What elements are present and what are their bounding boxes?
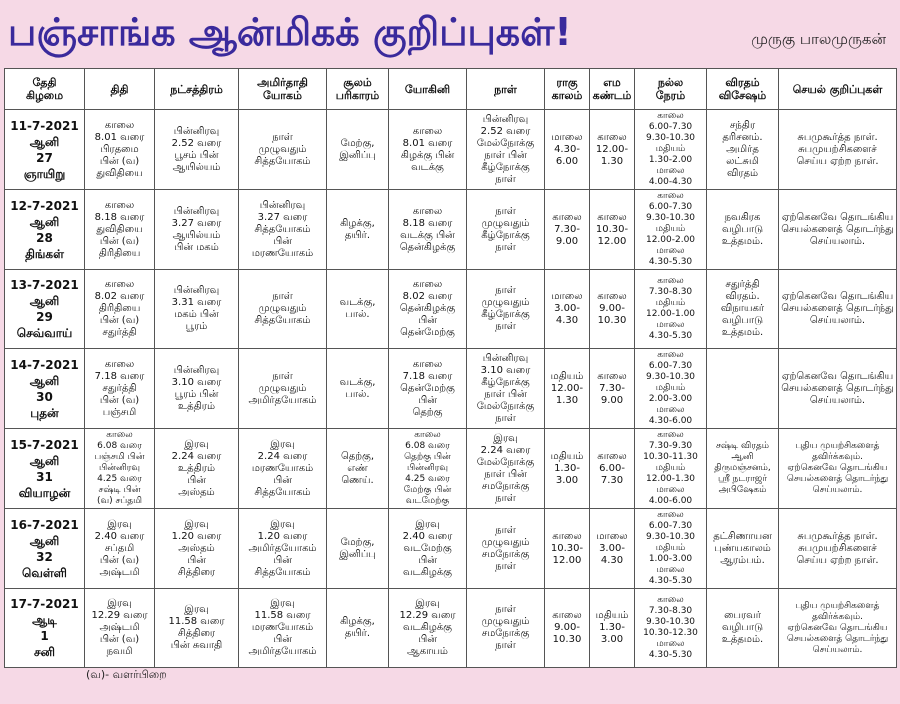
column-header-thithi: திதி — [85, 69, 155, 110]
date-cell: 17-7-2021 ஆடி 1 சனி — [5, 589, 85, 668]
ema-cell: காலை 12.00- 1.30 — [590, 110, 635, 190]
date-cell: 13-7-2021 ஆனி 29 செவ்வாய் — [5, 270, 85, 349]
naal-cell: நாள் முழுவதும் சமநோக்கு நாள் — [467, 589, 545, 668]
panchangam-table-container — [4, 68, 896, 660]
nalla-neram-cell: காலை 7.30-9.30 10.30-11.30 மதியம் 12.00-1.30 மாலை 4.00-6.00 — [635, 429, 707, 509]
yogam-cell: நாள் முழுவதும் சித்தயோகம் — [239, 110, 327, 190]
naal-cell: நாள் முழுவதும் கீழ்நோக்கு நாள் — [467, 270, 545, 349]
author-name: முருகு பாலமுருகன் — [751, 30, 886, 48]
seyal-cell: சுபமுகூர்த்த நாள். சுபமுயற்சிகளைச் செய்ய ஏற்ற நாள். — [779, 110, 897, 190]
nakshatra-cell: பின்னிரவு 3.27 வரை ஆயில்யம் பின் மகம் — [155, 190, 239, 270]
yogam-cell: நாள் முழுவதும் சித்தயோகம் — [239, 270, 327, 349]
seyal-cell: ஏற்கெனவே தொடங்கிய செயல்களைத் தொடர்ந்து செய்யலாம். — [779, 190, 897, 270]
seyal-cell: புதிய முயற்சிகளைத் தவிர்க்கவும். ஏற்கெனவே தொடங்கிய செயல்களைத் தொடர்ந்து செய்யலாம். — [779, 589, 897, 668]
column-header-rahu-kalam: ராகு காலம் — [545, 69, 590, 110]
table-row — [5, 349, 897, 429]
column-header-yogini: யோகினி — [389, 69, 467, 110]
nalla-neram-cell: காலை 7.30-8.30 9.30-10.30 10.30-12.30 மாலை 4.30-5.30 — [635, 589, 707, 668]
viratham-cell: பைரவர் வழிபாடு உத்தமம். — [707, 589, 779, 668]
thithi-cell: காலை 7.18 வரை சதுர்த்தி பின் (வ) பஞ்சமி — [85, 349, 155, 429]
soolam-cell: மேற்கு, இனிப்பு — [327, 110, 389, 190]
soolam-cell: கிழக்கு, தயிர். — [327, 589, 389, 668]
table-row — [5, 589, 897, 668]
rahu-cell: மாலை 3.00- 4.30 — [545, 270, 590, 349]
table-row — [5, 270, 897, 349]
column-header-viratham: விரதம் விசேஷம் — [707, 69, 779, 110]
nakshatra-cell: இரவு 11.58 வரை சித்திரை பின் சுவாதி — [155, 589, 239, 668]
table-row — [5, 110, 897, 190]
viratham-cell: நவகிரக வழிபாடு உத்தமம். — [707, 190, 779, 270]
ema-cell: காலை 10.30- 12.00 — [590, 190, 635, 270]
rahu-cell: மதியம் 12.00- 1.30 — [545, 349, 590, 429]
date-cell: 14-7-2021 ஆனி 30 புதன் — [5, 349, 85, 429]
thithi-cell: இரவு 2.40 வரை சப்தமி பின் (வ) அஷ்டமி — [85, 509, 155, 589]
table-header-row — [5, 69, 897, 110]
naal-cell: நாள் முழுவதும் சமநோக்கு நாள் — [467, 509, 545, 589]
viratham-cell: சஷ்டி விரதம் ஆனி திருமஞ்சனம், ஸ்ரீ நடராஜர் அபிஷேகம் — [707, 429, 779, 509]
nalla-neram-cell: காலை 7.30-8.30 மதியம் 12.00-1.00 மாலை 4.30-5.30 — [635, 270, 707, 349]
viratham-cell — [707, 349, 779, 429]
date-cell: 15-7-2021 ஆனி 31 வியாழன் — [5, 429, 85, 509]
column-header-date: தேதி கிழமை — [5, 69, 85, 110]
soolam-cell: தெற்கு, எண் ணெய். — [327, 429, 389, 509]
date-cell: 16-7-2021 ஆனி 32 வெள்ளி — [5, 509, 85, 589]
viratham-cell: தட்சிணாயன புண்யகாலம் ஆரம்பம். — [707, 509, 779, 589]
yogini-cell: காலை 7.18 வரை தென்மேற்கு பின் தெற்கு — [389, 349, 467, 429]
nakshatra-cell: இரவு 1.20 வரை அஸ்தம் பின் சித்திரை — [155, 509, 239, 589]
rahu-cell: மாலை 4.30- 6.00 — [545, 110, 590, 190]
seyal-cell: ஏற்கெனவே தொடங்கிய செயல்களைத் தொடர்ந்து செய்யலாம். — [779, 270, 897, 349]
nakshatra-cell: பின்னிரவு 3.10 வரை பூரம் பின் உத்திரம் — [155, 349, 239, 429]
viratham-cell: சந்திர தரிசனம். அமிர்த லட்சுமி விரதம் — [707, 110, 779, 190]
nakshatra-cell: பின்னிரவு 3.31 வரை மகம் பின் பூரம் — [155, 270, 239, 349]
yogini-cell: காலை 8.18 வரை வடக்கு பின் தென்கிழக்கு — [389, 190, 467, 270]
nalla-neram-cell: காலை 6.00-7.30 9.30-10.30 மதியம் 2.00-3.00 மாலை 4.30-6.00 — [635, 349, 707, 429]
nakshatra-cell: பின்னிரவு 2.52 வரை பூசம் பின் ஆயில்யம் — [155, 110, 239, 190]
thithi-cell: காலை 8.18 வரை துவிதியை பின் (வ) திரிதியை — [85, 190, 155, 270]
naal-cell: இரவு 2.24 வரை மேல்நோக்கு நாள் பின் சமநோக்கு நாள் — [467, 429, 545, 509]
table-row — [5, 429, 897, 509]
seyal-cell: புதிய முயற்சிகளைத் தவிர்க்கவும். ஏற்கெனவே தொடங்கிய செயல்களைத் தொடர்ந்து செய்யலாம். — [779, 429, 897, 509]
ema-cell: மாலை 3.00- 4.30 — [590, 509, 635, 589]
thithi-cell: காலை 8.02 வரை திரிதியை பின் (வ) சதுர்த்தி — [85, 270, 155, 349]
column-header-nalla-neram: நல்ல நேரம் — [635, 69, 707, 110]
seyal-cell: ஏற்கெனவே தொடங்கிய செயல்களைத் தொடர்ந்து செய்யலாம். — [779, 349, 897, 429]
yogini-cell: காலை 8.01 வரை கிழக்கு பின் வடக்கு — [389, 110, 467, 190]
yogam-cell: இரவு 1.20 வரை அமிர்தயோகம் பின் சித்தயோகம் — [239, 509, 327, 589]
ema-cell: காலை 9.00- 10.30 — [590, 270, 635, 349]
date-cell: 12-7-2021 ஆனி 28 திங்கள் — [5, 190, 85, 270]
yogini-cell: காலை 6.08 வரை தெற்கு பின் பின்னிரவு 4.25 வரை மேற்கு பின் வடமேற்கு — [389, 429, 467, 509]
thithi-cell: இரவு 12.29 வரை அஷ்டமி பின் (வ) நவமி — [85, 589, 155, 668]
naal-cell: பின்னிரவு 3.10 வரை கீழ்நோக்கு நாள் பின் மேல்நோக்கு நாள் — [467, 349, 545, 429]
column-header-naal: நாள் — [467, 69, 545, 110]
column-header-nakshatra: நட்சத்திரம் — [155, 69, 239, 110]
soolam-cell: மேற்கு, இனிப்பு — [327, 509, 389, 589]
ema-cell: காலை 7.30- 9.00 — [590, 349, 635, 429]
viratham-cell: சதுர்த்தி விரதம். விநாயகர் வழிபாடு உத்தமம். — [707, 270, 779, 349]
yogam-cell: பின்னிரவு 3.27 வரை சித்தயோகம் பின் மரணயோகம் — [239, 190, 327, 270]
ema-cell: காலை 6.00- 7.30 — [590, 429, 635, 509]
soolam-cell: வடக்கு, பால். — [327, 349, 389, 429]
thithi-cell: காலை 6.08 வரை பஞ்சமி பின் பின்னிரவு 4.25 வரை சஷ்டி பின் (வ) சப்தமி — [85, 429, 155, 509]
naal-cell: பின்னிரவு 2.52 வரை மேல்நோக்கு நாள் பின் கீழ்நோக்கு நாள் — [467, 110, 545, 190]
rahu-cell: காலை 7.30- 9.00 — [545, 190, 590, 270]
yogini-cell: இரவு 12.29 வரை வடகிழக்கு பின் ஆகாயம் — [389, 589, 467, 668]
ema-cell: மதியம் 1.30- 3.00 — [590, 589, 635, 668]
rahu-cell: மதியம் 1.30- 3.00 — [545, 429, 590, 509]
footnote: (வ)- வளர்பிறை — [86, 668, 167, 681]
page-title: பஞ்சாங்க ஆன்மிகக் குறிப்புகள்! — [8, 10, 572, 54]
nalla-neram-cell: காலை 6.00-7.30 9.30-10.30 மதியம் 1.00-3.00 மாலை 4.30-5.30 — [635, 509, 707, 589]
yogini-cell: காலை 8.02 வரை தென்கிழக்கு பின் தென்மேற்கு — [389, 270, 467, 349]
column-header-yogam: அமிர்தாதி யோகம் — [239, 69, 327, 110]
yogam-cell: இரவு 2.24 வரை மரணயோகம் பின் சித்தயோகம் — [239, 429, 327, 509]
rahu-cell: காலை 9.00- 10.30 — [545, 589, 590, 668]
column-header-soolam: சூலம் பரிகாரம் — [327, 69, 389, 110]
column-header-ema-kandam: எம கண்டம் — [590, 69, 635, 110]
page-header — [0, 0, 900, 66]
table-row — [5, 509, 897, 589]
yogam-cell: நாள் முழுவதும் அமிர்தயோகம் — [239, 349, 327, 429]
nalla-neram-cell: காலை 6.00-7.30 9.30-10.30 மதியம் 1.30-2.00 மாலை 4.00-4.30 — [635, 110, 707, 190]
yogini-cell: இரவு 2.40 வரை வடமேற்கு பின் வடகிழக்கு — [389, 509, 467, 589]
soolam-cell: கிழக்கு, தயிர். — [327, 190, 389, 270]
date-cell: 11-7-2021 ஆனி 27 ஞாயிறு — [5, 110, 85, 190]
table-row — [5, 190, 897, 270]
panchangam-table — [4, 68, 897, 668]
nalla-neram-cell: காலை 6.00-7.30 9.30-10.30 மதியம் 12.00-2.00 மாலை 4.30-5.30 — [635, 190, 707, 270]
soolam-cell: வடக்கு, பால். — [327, 270, 389, 349]
yogam-cell: இரவு 11.58 வரை மரணயோகம் பின் அமிர்தயோகம் — [239, 589, 327, 668]
column-header-seyal: செயல் குறிப்புகள் — [779, 69, 897, 110]
seyal-cell: சுபமுகூர்த்த நாள். சுபமுயற்சிகளைச் செய்ய ஏற்ற நாள். — [779, 509, 897, 589]
thithi-cell: காலை 8.01 வரை பிரதமை பின் (வ) துவிதியை — [85, 110, 155, 190]
nakshatra-cell: இரவு 2.24 வரை உத்திரம் பின் அஸ்தம் — [155, 429, 239, 509]
rahu-cell: காலை 10.30- 12.00 — [545, 509, 590, 589]
naal-cell: நாள் முழுவதும் கீழ்நோக்கு நாள் — [467, 190, 545, 270]
